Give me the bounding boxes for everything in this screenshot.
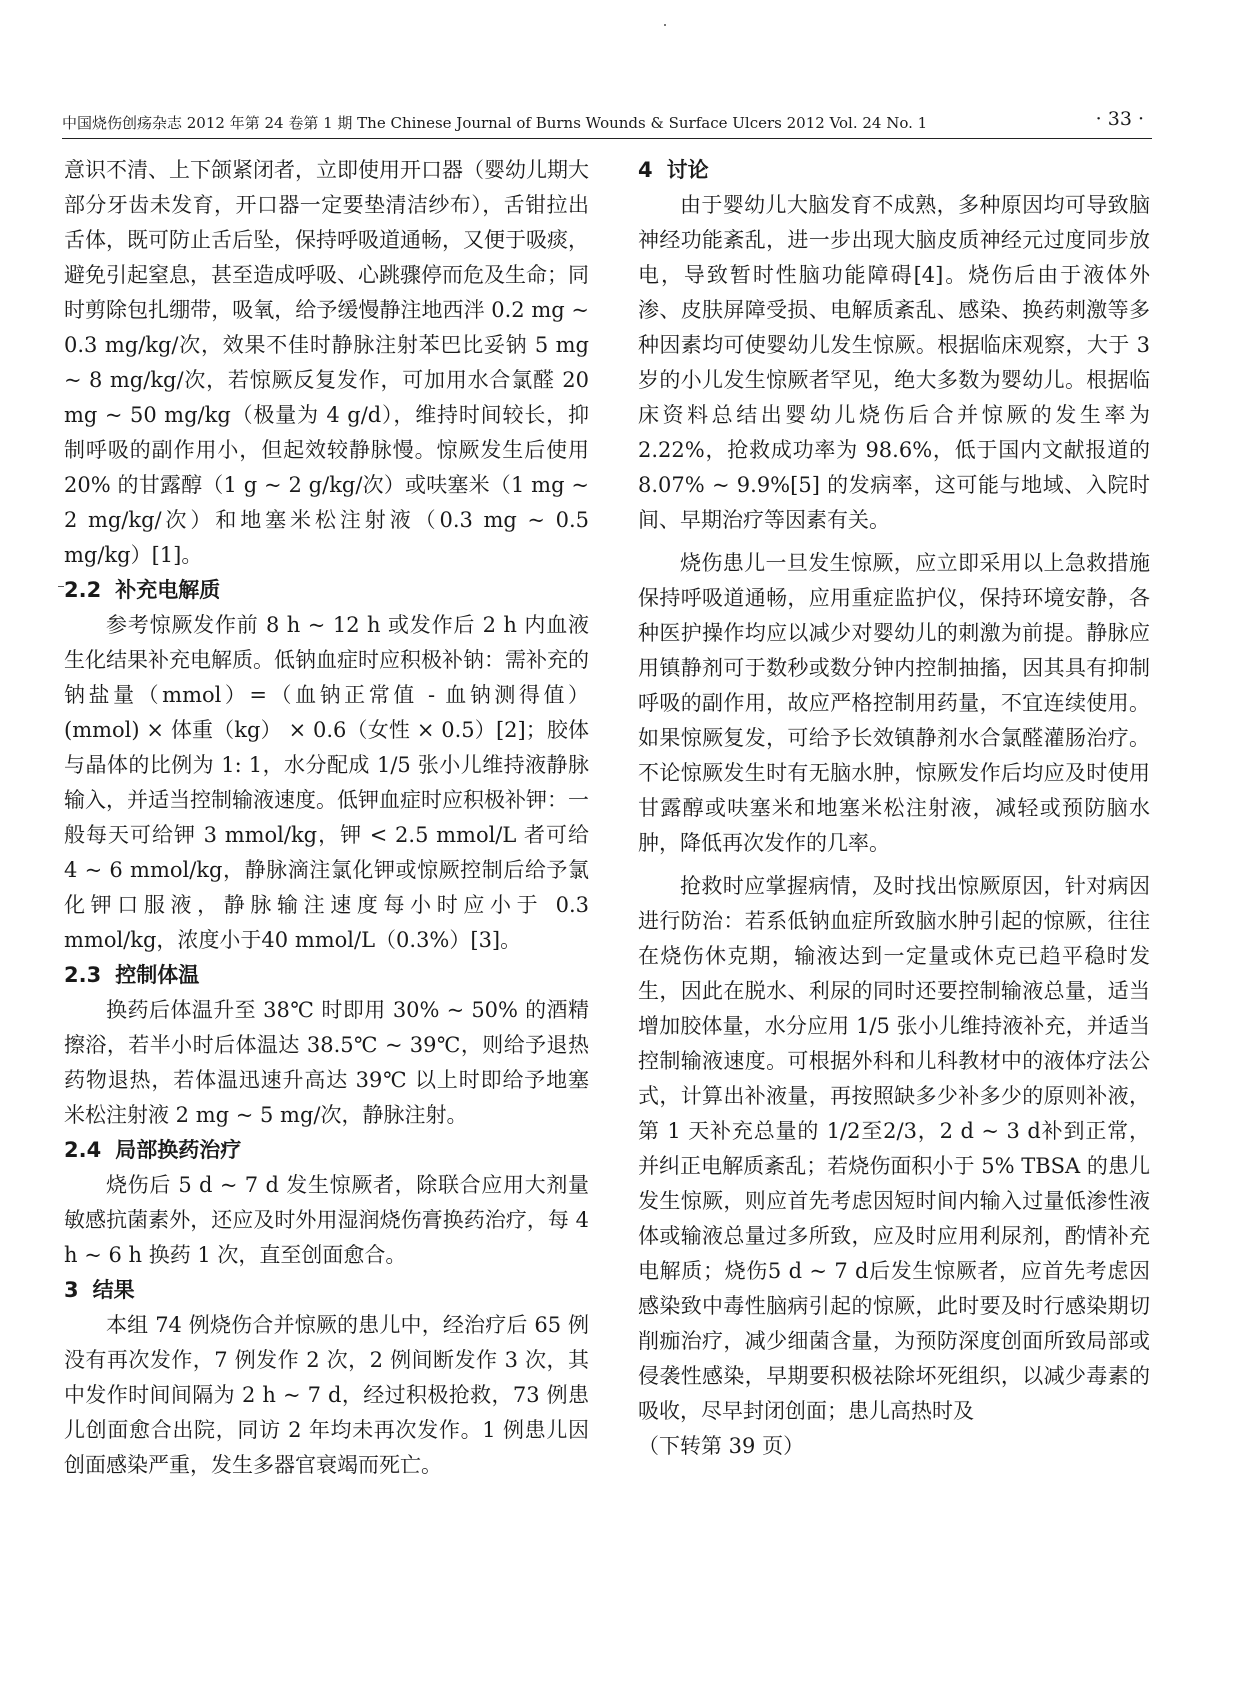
section-2-2-body: 参考惊厥发作前 8 h ~ 12 h 或发作后 2 h 内血液生化结果补充电解质。低钠血症时应积极补钠：需补充的钠盐量（mmol）=（血钠正常值 - 血钠测得值）(mmol) × 体重（kg） × 0.6（女性 × 0.5）[2]；胶体与晶体的比例为 1: 1，水分配成 1/5 张小儿维持液静脉输入，并适当控制输液速度。低钾血症时应积极补钾：一般每天可给钾 3 mmol/kg，钾 < 2.5 mmol/L 者可给 4 ~ 6 mmol/kg，静脉滴注氯化钾或惊厥控制后给予氯化钾口服液，静脉输注速度每小时应小于 0.3 mmol/kg，浓度小于40 mmol/L（0.3%）[3]。: [64, 613, 589, 952]
page-number: · 33 ·: [1095, 108, 1144, 130]
section-number: 4: [638, 158, 653, 182]
section-number: 2.4: [64, 1138, 102, 1162]
section-number: 2.3: [64, 963, 102, 987]
section-title: 讨论: [666, 158, 709, 182]
section-number: 2.2: [64, 578, 102, 602]
section-title: 局部换药治疗: [115, 1138, 242, 1162]
section-title: 补充电解质: [115, 578, 221, 602]
running-title: 中国烧伤创疡杂志 2012 年第 24 卷第 1 期 The Chinese Journal of Burns Wounds & Surface Ulcers 2012 Vol. 24 No. 1: [62, 114, 928, 132]
discussion-paragraph-1: 由于婴幼儿大脑发育不成熟，多种原因均可导致脑神经功能紊乱，进一步出现大脑皮质神经元过度同步放电，导致暂时性脑功能障碍[4]。烧伤后由于液体外渗、皮肤屏障受损、电解质紊乱、感染、换药刺激等多种因素均可使婴幼儿发生惊厥。根据临床观察，大于 3 岁的小儿发生惊厥者罕见，绝大多数为婴幼儿。根据临床资料总结出婴幼儿烧伤后合并惊厥的发生率为 2.22%，抢救成功率为 98.6%，低于国内文献报道的 8.07% ~ 9.9%[5] 的发病率，这可能与地域、入院时间、早期治疗等因素有关。: [638, 193, 1150, 532]
section-3-heading: [64, 1273, 589, 1308]
section-2-3-body: 换药后体温升至 38℃ 时即用 30% ~ 50% 的酒精擦浴，若半小时后体温达 38.5℃ ~ 39℃，则给予退热药物退热，若体温迅速升高达 39℃ 以上时即给予地塞米松注射液 2 mg ~ 5 mg/次，静脉注射。: [64, 998, 589, 1127]
section-3-body: 本组 74 例烧伤合并惊厥的患儿中，经治疗后 65 例没有再次发作，7 例发作 2 次，2 例间断发作 3 次，其中发作时间间隔为 2 h ~ 7 d，经过积极抢救，73 例患儿创面愈合出院，同访 2 年均未再次发作。1 例患儿因创面感染严重，发生多器官衰竭而死亡。: [64, 1313, 589, 1477]
discussion-paragraph-3: 抢救时应掌握病情，及时找出惊厥原因，针对病因进行防治：若系低钠血症所致脑水肿引起的惊厥，往往在烧伤休克期，输液达到一定量或休克已趋平稳时发生，因此在脱水、利尿的同时还要控制输液总量，适当增加胶体量，水分应用 1/5 张小儿维持液补充，并适当控制输液速度。可根据外科和儿科教材中的液体疗法公式，计算出补液量，再按照缺多少补多少的原则补液，第 1 天补充总量的 1/2至2/3，2 d ~ 3 d补到正常，并纠正电解质紊乱；若烧伤面积小于 5% TBSA 的患儿发生惊厥，则应首先考虑因短时间内输入过量低渗性液体或输液总量过多所致，应及时应用利尿剂，酌情补充电解质；烧伤5 d ~ 7 d后发生惊厥者，应首先考虑因感染致中毒性脑病引起的惊厥，此时要及时行感染期切削痂治疗，减少细菌含量，为预防深度创面所致局部或侵袭性感染，早期要积极祛除坏死组织，以减少毒素的吸收，尽早封闭创面；患儿高热时及: [638, 874, 1150, 1423]
running-header: [62, 108, 1152, 139]
section-2-3-heading: [64, 958, 589, 993]
discussion-paragraph-2: 烧伤患儿一旦发生惊厥，应立即采用以上急救措施保持呼吸道通畅，应用重症监护仪，保持环境安静，各种医护操作均应以减少对婴幼儿的刺激为前提。静脉应用镇静剂可于数秒或数分钟内控制抽搐，因其具有抑制呼吸的副作用，故应严格控制用药量，不宜连续使用。如果惊厥复发，可给予长效镇静剂水合氯醛灌肠治疗。不论惊厥发生时有无脑水肿，惊厥发作后均应及时使用甘露醇或呋塞米和地塞米松注射液，减轻或预防脑水肿，降低再次发作的几率。: [638, 551, 1150, 855]
section-4-heading: [638, 153, 1150, 188]
section-2-4-heading: [64, 1133, 589, 1168]
right-column: [638, 153, 1150, 1464]
section-2-2-heading: [64, 573, 589, 608]
continued-note: （下转第 39 页）: [638, 1434, 805, 1458]
section-number: 3: [64, 1278, 79, 1302]
scan-dot: [664, 24, 666, 26]
section-2-4-body: 烧伤后 5 d ~ 7 d 发生惊厥者，除联合应用大剂量敏感抗菌素外，还应及时外用湿润烧伤膏换药治疗，每 4 h ~ 6 h 换药 1 次，直至创面愈合。: [64, 1173, 589, 1267]
section-title: 控制体温: [115, 963, 200, 987]
left-column: [64, 153, 589, 1483]
section-title: 结果: [92, 1278, 135, 1302]
paragraph-intro: 意识不清、上下颌紧闭者，立即使用开口器（婴幼儿期大部分牙齿未发育，开口器一定要垫清洁纱布），舌钳拉出舌体，既可防止舌后坠，保持呼吸道通畅，又便于吸痰，避免引起窒息，甚至造成呼吸、心跳骤停而危及生命；同时剪除包扎绷带，吸氧，给予缓慢静注地西泮 0.2 mg ~ 0.3 mg/kg/次，效果不佳时静脉注射苯巴比妥钠 5 mg ~ 8 mg/kg/次，若惊厥反复发作，可加用水合氯醛 20 mg ~ 50 mg/kg（极量为 4 g/d），维持时间较长，抑制呼吸的副作用小，但起效较静脉慢。惊厥发生后使用 20% 的甘露醇（1 g ~ 2 g/kg/次）或呋塞米（1 mg ~ 2 mg/kg/次）和地塞米松注射液（0.3 mg ~ 0.5 mg/kg）[1]。: [64, 158, 589, 567]
